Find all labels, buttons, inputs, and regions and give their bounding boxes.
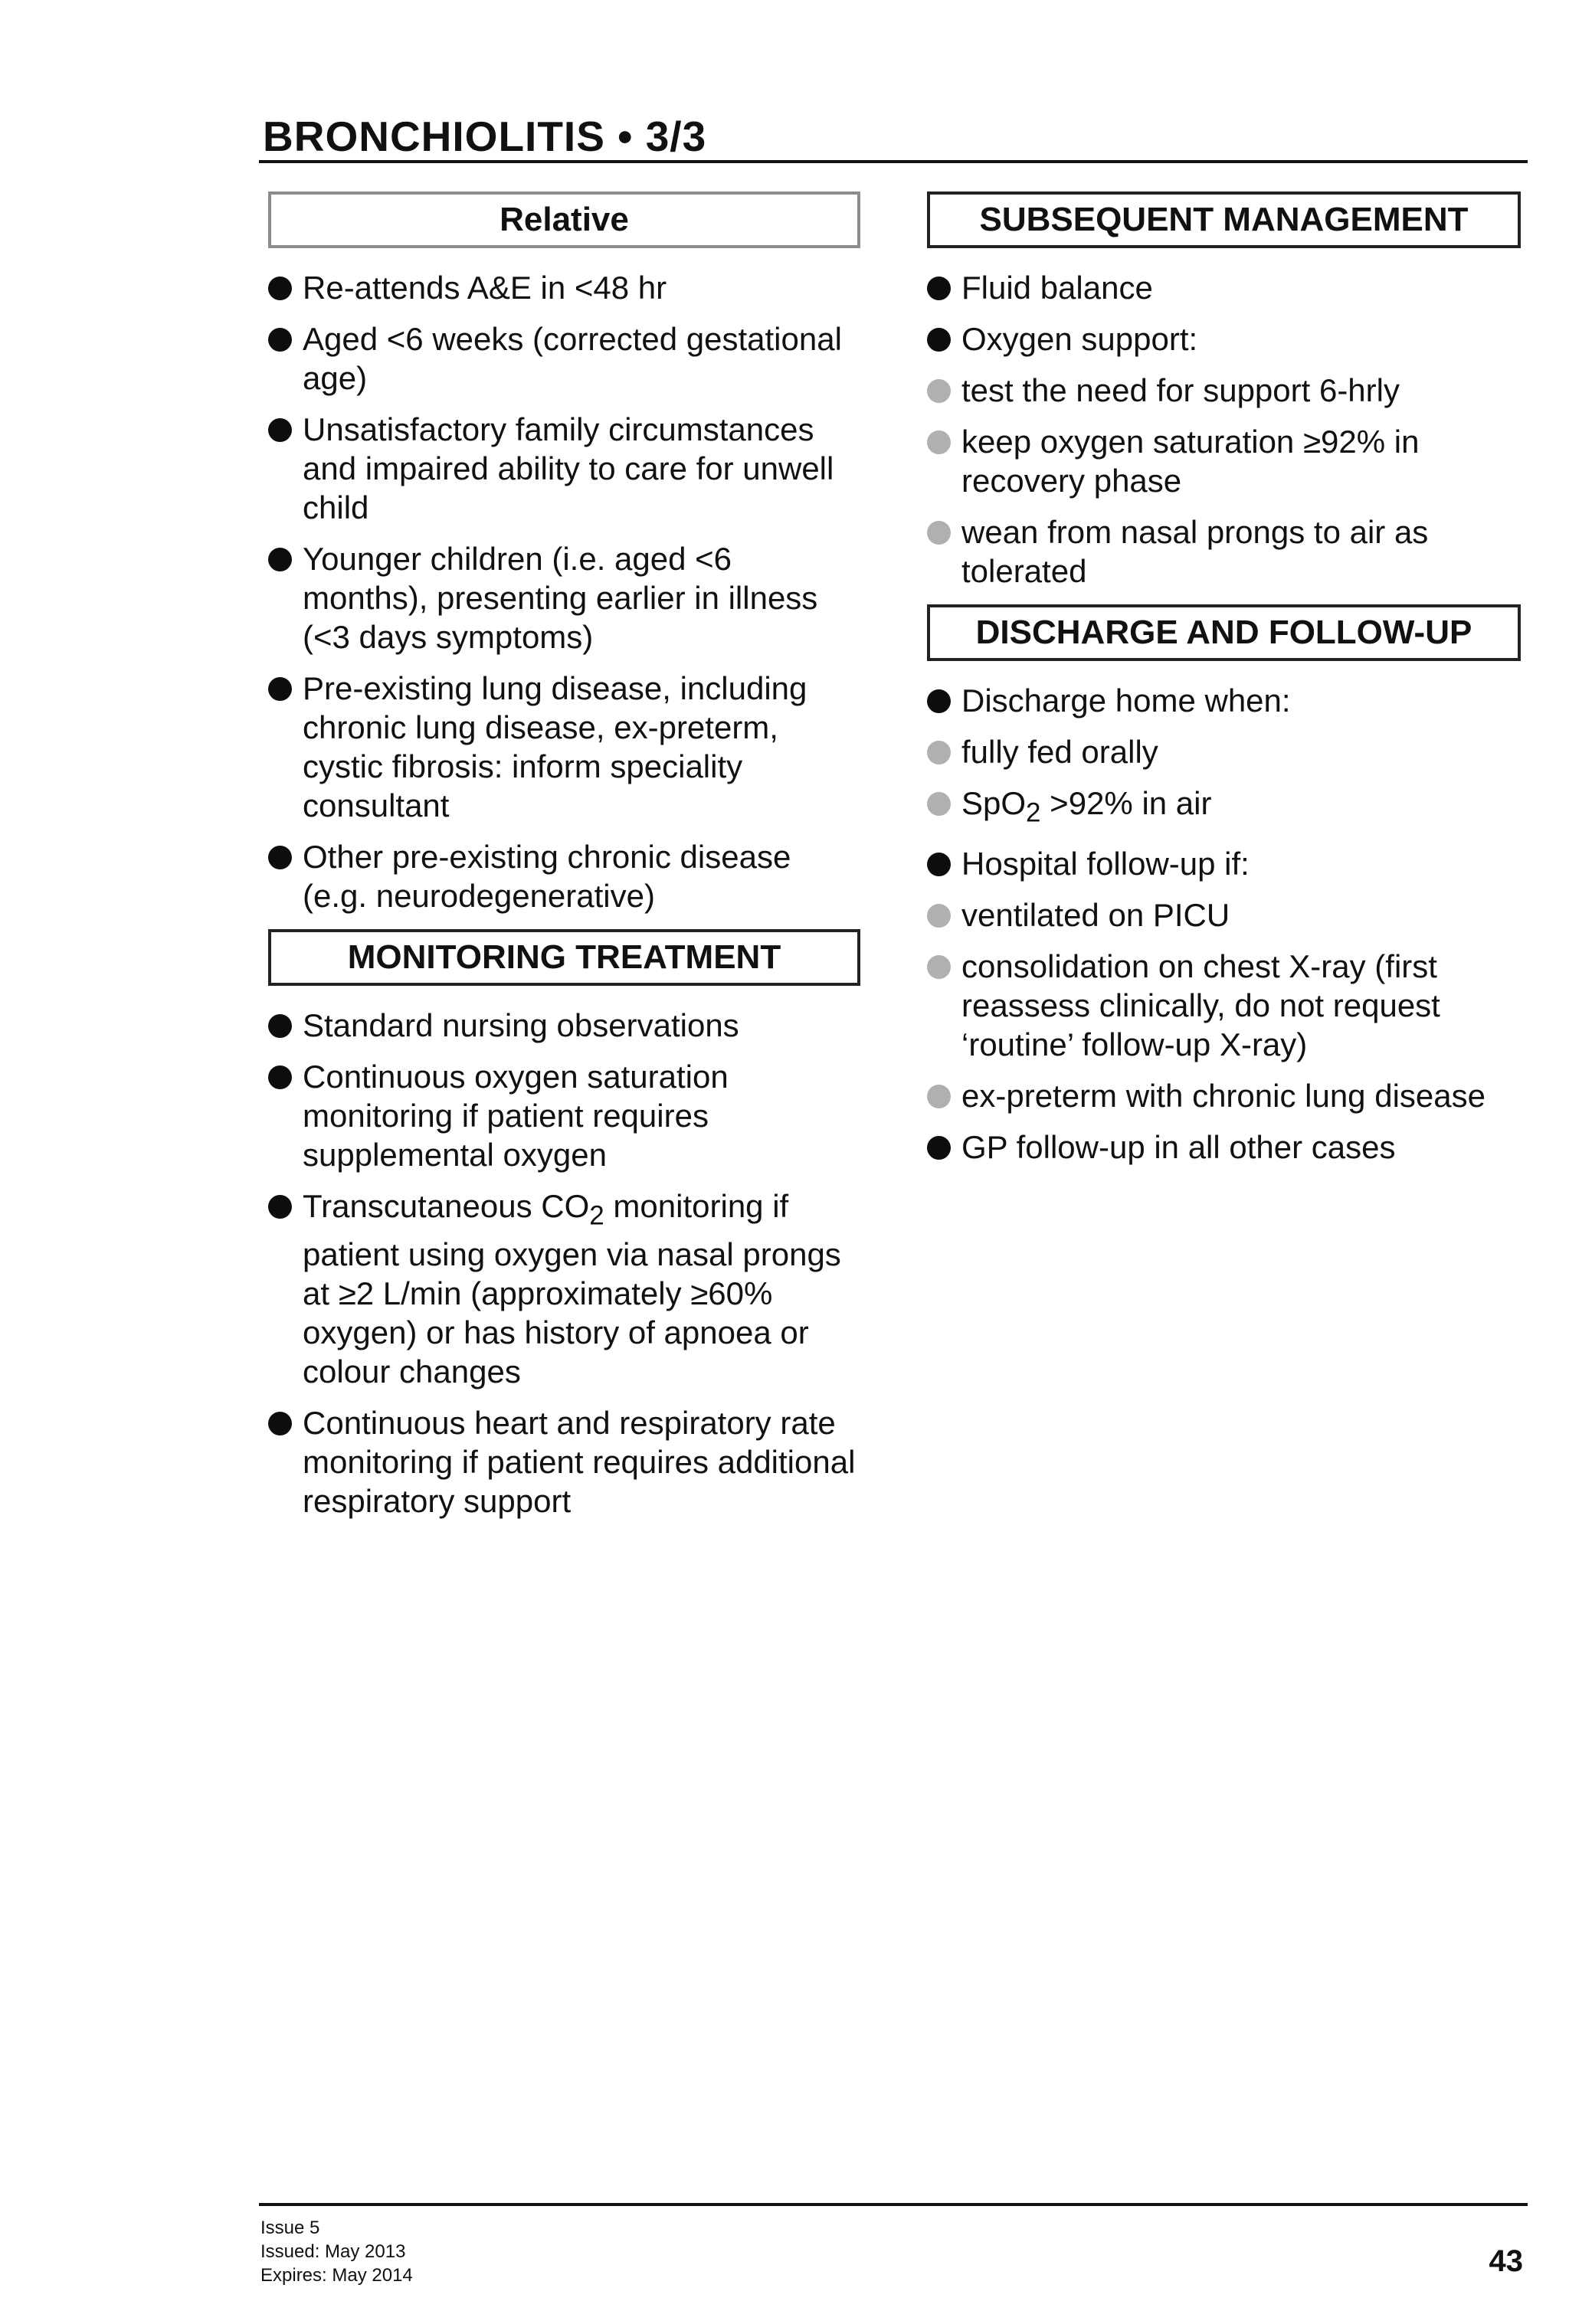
sub-bullet-icon: [927, 430, 951, 454]
list-item: ex-preterm with chronic lung disease: [927, 1076, 1521, 1115]
footer-divider: [259, 2203, 1528, 2206]
list-item: Hospital follow-up if:: [927, 844, 1521, 883]
section-heading-monitoring: MONITORING TREATMENT: [268, 929, 860, 986]
bullet-icon: [927, 328, 951, 352]
bullet-icon: [268, 677, 292, 701]
list-item: Re-attends A&E in <48 hr: [268, 268, 860, 307]
list-item: Unsatisfactory family circumstances and impaired ability to care for unwell child: [268, 410, 860, 527]
issued-date: Issued: May 2013: [260, 2241, 406, 2262]
bullet-icon: [268, 1195, 292, 1219]
section-heading-subsequent: SUBSEQUENT MANAGEMENT: [927, 191, 1521, 248]
relative-list: [268, 268, 860, 915]
bullet-icon: [927, 1136, 951, 1160]
bullet-icon: [927, 853, 951, 876]
list-item: test the need for support 6-hrly: [927, 371, 1521, 410]
bullet-icon: [268, 1412, 292, 1435]
list-item: Fluid balance: [927, 268, 1521, 307]
bullet-icon: [268, 548, 292, 571]
sub-bullet-icon: [927, 379, 951, 403]
bullet-icon: [268, 277, 292, 300]
right-column: [927, 191, 1521, 1179]
sub-bullet-icon: [927, 955, 951, 979]
sub-bullet-icon: [927, 792, 951, 816]
expiry-date: Expires: May 2014: [260, 2265, 413, 2286]
list-item: fully fed orally: [927, 732, 1521, 771]
list-item: Discharge home when:: [927, 681, 1521, 720]
bullet-icon: [268, 328, 292, 352]
list-item: wean from nasal prongs to air as tolerated: [927, 512, 1521, 591]
list-item: GP follow-up in all other cases: [927, 1128, 1521, 1167]
list-item: keep oxygen saturation ≥92% in recovery phase: [927, 422, 1521, 500]
list-item: Continuous heart and respiratory rate monitoring if patient requires additional respiratory support: [268, 1403, 860, 1520]
list-item: SpO$_2$ >92% in air: [927, 784, 1521, 832]
page-number: 43: [1489, 2244, 1523, 2278]
footer-meta: [260, 2216, 413, 2287]
title-divider: [259, 160, 1528, 163]
list-item: Oxygen support:: [927, 319, 1521, 358]
list-item: consolidation on chest X-ray (first reassess clinically, do not request ‘routine’ follow-up X-ray): [927, 947, 1521, 1064]
bullet-icon: [268, 418, 292, 442]
list-item: Aged <6 weeks (corrected gestational age): [268, 319, 860, 398]
page-title: BRONCHIOLITIS • 3/3: [263, 113, 707, 160]
sub-bullet-icon: [927, 904, 951, 928]
list-item: Pre-existing lung disease, including chronic lung disease, ex-preterm, cystic fibrosis: inform speciality consultant: [268, 669, 860, 825]
sub-bullet-icon: [927, 741, 951, 764]
bullet-icon: [927, 689, 951, 713]
sub-bullet-icon: [927, 521, 951, 545]
monitoring-list: [268, 1006, 860, 1520]
list-item: Younger children (i.e. aged <6 months), presenting earlier in illness (<3 days symptoms): [268, 539, 860, 656]
list-item: ventilated on PICU: [927, 895, 1521, 935]
section-heading-relative: Relative: [268, 191, 860, 248]
bullet-icon: [268, 1014, 292, 1038]
bullet-icon: [268, 846, 292, 869]
subsequent-list: [927, 268, 1521, 591]
list-item: Standard nursing observations: [268, 1006, 860, 1045]
bullet-icon: [927, 277, 951, 300]
list-item: Transcutaneous $CO_2$ monitoring if patient using oxygen via nasal prongs at ≥2 L/min (approximately ≥60% oxygen) or has history of apnoea or colour changes: [268, 1187, 860, 1391]
list-item: Continuous oxygen saturation monitoring if patient requires supplemental oxygen: [268, 1057, 860, 1174]
issue-number: Issue 5: [260, 2218, 320, 2238]
left-column: [268, 191, 860, 1533]
bullet-icon: [268, 1065, 292, 1089]
discharge-list: [927, 681, 1521, 1167]
section-heading-discharge: DISCHARGE AND FOLLOW-UP: [927, 604, 1521, 661]
list-item: Other pre-existing chronic disease (e.g. neurodegenerative): [268, 837, 860, 915]
sub-bullet-icon: [927, 1085, 951, 1108]
